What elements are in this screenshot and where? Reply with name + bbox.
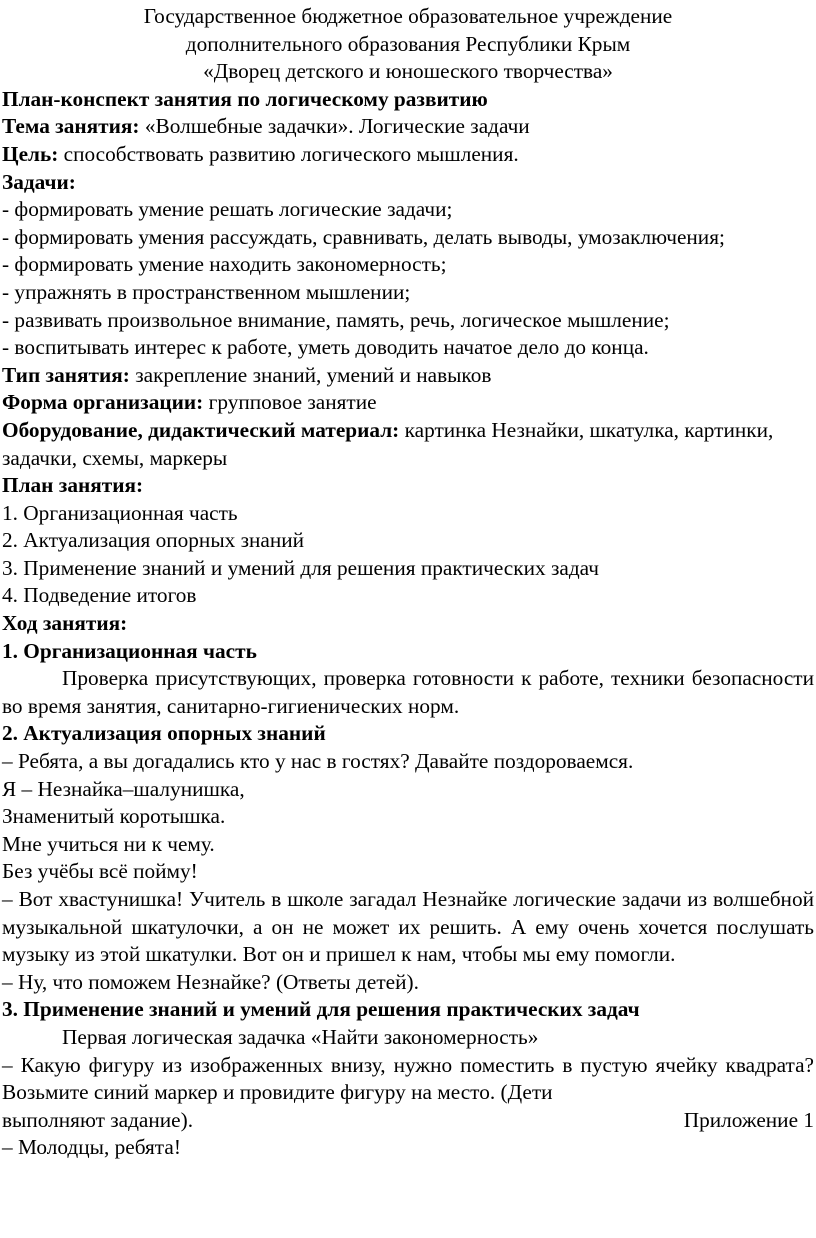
type-value: закрепление знаний, умений и навыков bbox=[129, 362, 492, 387]
section-3-subtitle: Первая логическая задачка «Найти закономерность» bbox=[62, 1024, 539, 1049]
type-line bbox=[2, 362, 814, 390]
topic-line bbox=[2, 113, 814, 141]
tasks-label: Задачи: bbox=[2, 169, 76, 194]
plan-label: План занятия: bbox=[2, 473, 144, 498]
section-2-question: – Ну, что поможем Незнайке? (Ответы детей). bbox=[2, 969, 419, 994]
equipment-value: картинка Незнайки, шкатулка, картинки, задачки, схемы, маркеры bbox=[2, 417, 774, 470]
poem-line: Знаменитый коротышка. bbox=[2, 804, 226, 829]
poem-line: Я – Незнайка–шалунишка, bbox=[2, 776, 245, 801]
plan-item: 2. Актуализация опорных знаний bbox=[2, 528, 305, 553]
form-label: Форма организации: bbox=[2, 390, 204, 415]
plan-item: 3. Применение знаний и умений для решения практических задач bbox=[2, 555, 599, 580]
form-line bbox=[2, 389, 814, 417]
task-item: - формировать умения рассуждать, сравнивать, делать выводы, умозаключения; bbox=[2, 224, 725, 249]
header-line-1: Государственное бюджетное образовательное учреждение bbox=[143, 4, 673, 28]
course-label: Ход занятия: bbox=[2, 611, 128, 636]
plan-item: 4. Подведение итогов bbox=[2, 583, 197, 608]
praise-line: – Молодцы, ребята! bbox=[2, 1135, 181, 1160]
poem-line: Без учёбы всё пойму! bbox=[2, 859, 198, 884]
goal-value: способствовать развитию логического мышления. bbox=[58, 141, 519, 166]
section-3-heading: 3. Применение знаний и умений для решения практических задач bbox=[2, 997, 640, 1022]
goal-label: Цель: bbox=[2, 141, 59, 166]
task-item: - формировать умение решать логические задачи; bbox=[2, 197, 453, 222]
dialogue-line: – Ребята, а вы догадались кто у нас в гостях? Давайте поздороваемся. bbox=[2, 749, 634, 774]
task-item: - упражнять в пространственном мышлении; bbox=[2, 279, 411, 304]
section-3-paragraph-end bbox=[2, 1107, 814, 1135]
poem-line: Мне учиться ни к чему. bbox=[2, 831, 215, 856]
plan-item: 1. Организационная часть bbox=[2, 500, 238, 525]
equipment-label: Оборудование, дидактический материал: bbox=[2, 417, 400, 442]
document-title: План-конспект занятия по логическому развитию bbox=[2, 86, 488, 111]
goal-line bbox=[2, 141, 814, 169]
form-value: групповое занятие bbox=[203, 390, 377, 415]
appendix-ref: Приложение 1 bbox=[683, 1107, 814, 1132]
section-3-paragraph: – Какую фигуру из изображенных внизу, нужно поместить в пустую ячейку квадрата? Возьмите синий маркер и провидите фигуру на место. (Дети bbox=[2, 1052, 814, 1105]
task-item: - воспитывать интерес к работе, уметь доводить начатое дело до конца. bbox=[2, 335, 649, 360]
section-3-paragraph-tail: выполняют задание). bbox=[2, 1107, 194, 1132]
header-line-2: дополнительного образования Республики Крым bbox=[185, 31, 631, 56]
section-1-text: Проверка присутствующих, проверка готовности к работе, техники безопасности во время занятия, санитарно-гигиенических норм. bbox=[2, 666, 814, 718]
section-2-heading: 2. Актуализация опорных знаний bbox=[2, 721, 326, 746]
section-1-heading: 1. Организационная часть bbox=[2, 638, 257, 663]
task-item: - формировать умение находить закономерность; bbox=[2, 252, 447, 277]
type-label: Тип занятия: bbox=[2, 362, 130, 387]
topic-label: Тема занятия: bbox=[2, 114, 140, 139]
topic-value: «Волшебные задачки». Логические задачи bbox=[139, 114, 530, 139]
section-2-paragraph: – Вот хвастунишка! Учитель в школе загадал Незнайке логические задачи из волшебной музыкальной шкатулочки, а он не может их решить. А ему очень хочется послушать музыку из этой шкатулки. Вот он и пришел к нам, чтобы мы ему помогли. bbox=[2, 887, 814, 967]
header-line-3: «Дворец детского и юношеского творчества» bbox=[203, 59, 613, 84]
equipment-line bbox=[2, 417, 814, 472]
task-item: - развивать произвольное внимание, память, речь, логическое мышление; bbox=[2, 307, 670, 332]
